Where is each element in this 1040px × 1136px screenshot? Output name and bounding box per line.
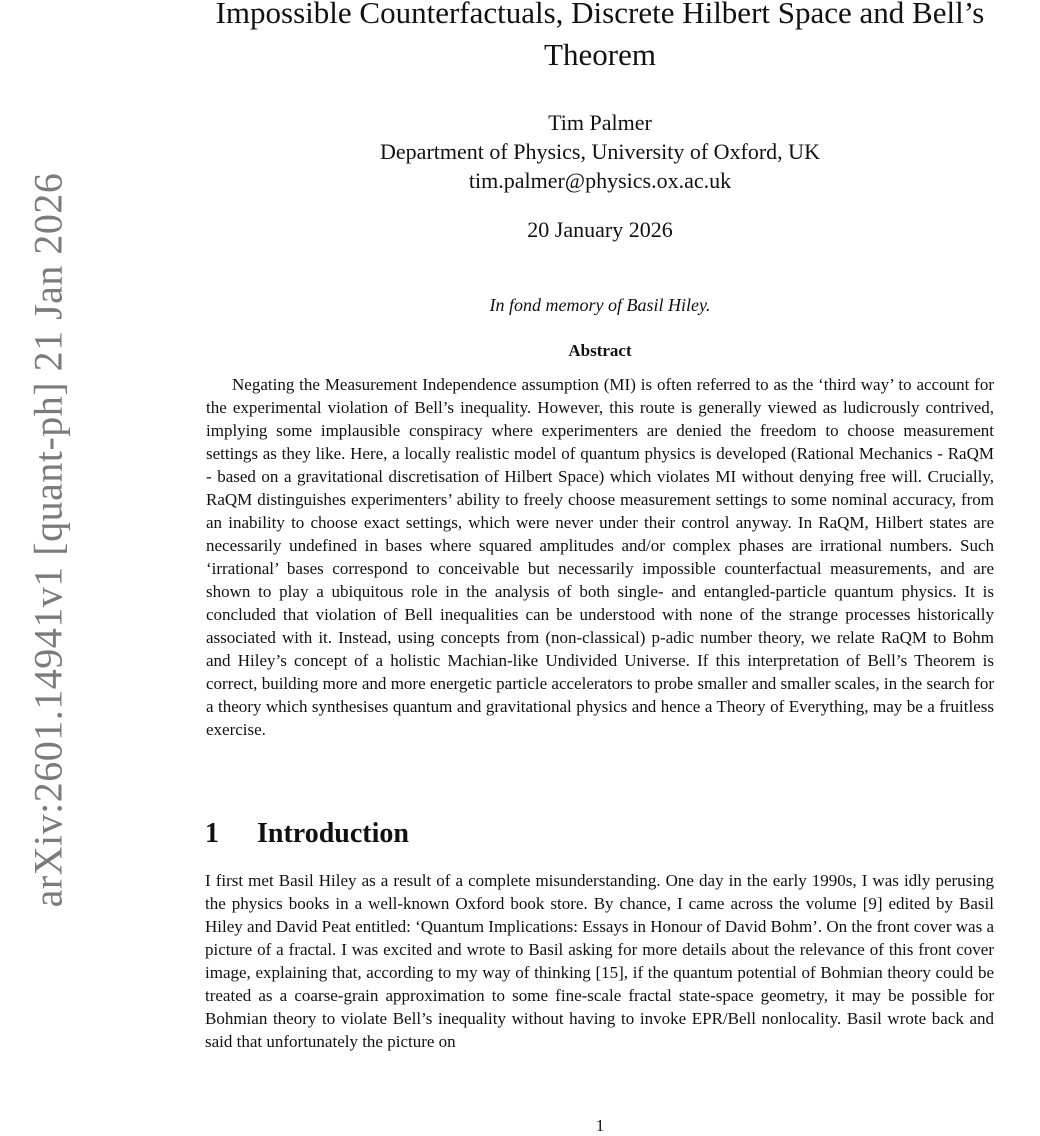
paper-title-line-1: Impossible Counterfactuals, Discrete Hilbert Space and Bell’s [215, 0, 985, 30]
arxiv-identifier-stamp[interactable]: arXiv:2601.14941v1 [quant-ph] 21 Jan 2026 [25, 172, 71, 908]
paper-title-line-2: Theorem [544, 37, 656, 72]
introduction-text: I first met Basil Hiley as a result of a complete misunderstanding. One day in the early 1990s, I was idly perusing the physics books in a well-known Oxford book store. By chance, I came across the volume [9] edited by Basil Hiley and David Peat entitled: ‘Quantum Implications: Essays in Honour of David Bohm’. On the front cover was a picture of a fractal. I was excited and wrote to Basil asking for more details about the relevance of this front cover image, explaining that, according to my way of thinking [15], if the quantum potential of Bohmian theory could be treated as a coarse-grain approximation to some fine-scale fractal state-space geometry, it may be possible for Bohmian theory to violate Bell’s inequality without having to invoke EPR/Bell nonlocality. Basil wrote back and said that unfortunately the picture on [205, 871, 994, 1051]
section-title: Introduction [257, 818, 409, 849]
author-email[interactable]: tim.palmer@physics.ox.ac.uk [468, 168, 732, 193]
paper-title [160, 0, 1040, 76]
dedication: In fond memory of Basil Hiley. [489, 295, 711, 315]
abstract-heading: Abstract [568, 341, 632, 360]
paper-date: 20 January 2026 [527, 217, 673, 242]
abstract-text: Negating the Measurement Independence assumption (MI) is often referred to as the ‘third way’ to account for the experimental violation of Bell’s inequality. However, this route is generally viewed as ludicrously contrived, implying some implausible conspiracy where experimenters are denied the freedom to choose measurement settings as they like. Here, a locally realistic model of quantum physics is developed (Rational Mechanics - RaQM - based on a gravitational discretisation of Hilbert Space) which violates MI without denying free will. Crucially, RaQM distinguishes experimenters’ ability to freely choose measurement settings to some nominal accuracy, from an inability to choose exact settings, which were never under their control anyway. In RaQM, Hilbert states are necessarily undefined in bases where squared amplitudes and/or complex phases are irrational numbers. Such ‘irrational’ bases correspond to conceivable but necessarily impossible counterfactual measurements, and are shown to play a ubiquitous role in the analysis of both single- and entangled-particle quantum physics. It is concluded that violation of Bell inequalities can be understood with none of the strange processes historically associated with it. Instead, using concepts from (non-classical) p-adic number theory, we relate RaQM to Bohm and Hiley’s concept of a holistic Machian-like Undivided Universe. If this interpretation of Bell’s Theorem is correct, building more and more energetic particle accelerators to probe smaller and smaller scales, in the search for a theory which synthesises quantum and gravitational physics and hence a Theory of Everything, may be a fruitless exercise. [206, 375, 994, 739]
section-number: 1 [205, 818, 219, 849]
author-affiliation: Department of Physics, University of Oxford, UK [380, 139, 820, 164]
section-heading [205, 816, 409, 852]
page-number: 1 [595, 1116, 605, 1135]
author-block [160, 108, 1040, 195]
author-name: Tim Palmer [548, 110, 652, 135]
